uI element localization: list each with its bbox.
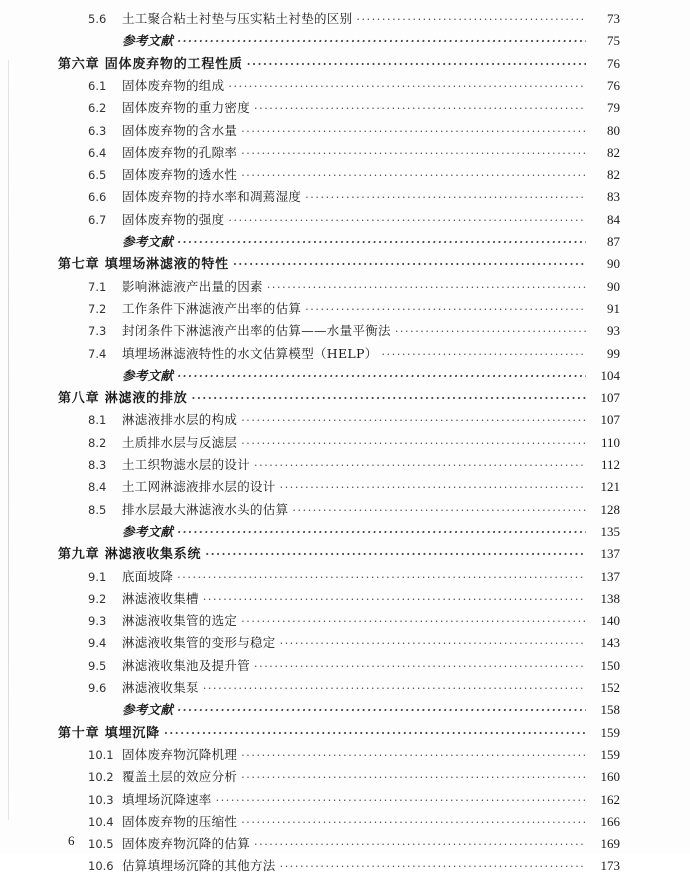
toc-leader-dots: [216, 790, 586, 812]
toc-entry-number: 9.1: [88, 569, 107, 584]
toc-leader-dots: [228, 210, 586, 232]
toc-entry-title: 淋滤液收集槽: [122, 590, 199, 606]
toc-entry-title: 淋滤液排水层的构成: [122, 412, 238, 428]
toc-section-row: [88, 142, 620, 164]
toc-entry-title: 淋滤液收集管的变形与稳定: [122, 635, 276, 651]
toc-leader-dots: [241, 767, 586, 789]
toc-references-row: [88, 521, 620, 543]
toc-entry-page: 91: [607, 300, 620, 316]
toc-section-row: [88, 186, 620, 208]
toc-entry-page: 140: [600, 613, 620, 629]
toc-entry-number: 10.4: [88, 814, 114, 829]
toc-section-row: [88, 8, 620, 30]
toc-entry-page: 169: [600, 836, 620, 852]
toc-section-row: [88, 409, 620, 431]
toc-entry-page: 158: [600, 702, 620, 718]
toc-leader-dots: [280, 856, 586, 878]
toc-section-row: [88, 298, 620, 320]
toc-leader-dots: [177, 567, 586, 589]
toc-leader-dots: [241, 410, 586, 432]
toc-entry-number: 7.1: [88, 279, 107, 294]
toc-references-row: [88, 699, 620, 721]
toc-entry-number: 7.4: [88, 346, 107, 361]
toc-entry-number: 8.4: [88, 480, 107, 495]
toc-entry-number: 10.3: [88, 792, 114, 807]
toc-leader-dots: [177, 31, 586, 53]
toc-entry-title: 估算填埋场沉降的其他方法: [122, 858, 276, 874]
toc-entry-number: 6.2: [88, 101, 107, 116]
toc-entry-page: 90: [607, 256, 620, 272]
toc-entry-page: 162: [600, 791, 620, 807]
toc-entry-title: 第九章 淋滤液收集系统: [58, 547, 202, 563]
toc-leader-dots: [241, 745, 586, 767]
toc-entry-page: 160: [600, 769, 620, 785]
toc-entry-title: 第七章 填埋场淋滤液的特性: [58, 257, 229, 273]
toc-section-row: [88, 164, 620, 186]
toc-leader-dots: [203, 589, 586, 611]
toc-entry-title: 淋滤液收集池及提升管: [122, 657, 251, 673]
toc-entry-number: 6.3: [88, 123, 107, 138]
toc-entry-title: 固体废弃物的重力密度: [122, 100, 251, 116]
toc-entry-page: 150: [600, 657, 620, 673]
toc-section-row: [88, 276, 620, 298]
toc-entry-number: 6.6: [88, 190, 107, 205]
toc-entry-title: 固体废弃物的压缩性: [122, 813, 238, 829]
toc-entry-title: 固体废弃物的组成: [122, 77, 225, 93]
toc-leader-dots: [395, 321, 586, 343]
toc-entry-title: 第十章 填埋沉降: [58, 725, 160, 741]
toc-entry-title: 封闭条件下淋滤液产出率的估算——水量平衡法: [122, 323, 391, 339]
toc-entry-number: 9.6: [88, 681, 107, 695]
toc-entry-title: 固体废弃物沉降机理: [122, 746, 238, 762]
toc-leader-dots: [241, 121, 586, 143]
toc-entry-page: 82: [607, 144, 620, 160]
toc-entry-title: 参考文献: [122, 33, 174, 49]
toc-entry-number: 7.3: [88, 324, 107, 339]
toc-entry-page: 84: [607, 211, 620, 227]
toc-leader-dots: [228, 76, 586, 98]
toc-entry-title: 淋滤液收集泵: [122, 680, 199, 695]
toc-leader-dots: [382, 344, 586, 366]
toc-entry-number: 8.1: [88, 413, 107, 428]
toc-section-row: [88, 588, 620, 610]
toc-references-row: [88, 30, 620, 52]
toc-section-row: [88, 499, 620, 521]
toc-leader-dots: [241, 165, 586, 187]
toc-entry-page: 110: [600, 434, 620, 450]
toc-entry-number: 10.2: [88, 770, 114, 785]
toc-entry-page: 93: [607, 323, 620, 339]
toc-entry-number: 7.2: [88, 301, 107, 316]
toc-leader-dots: [305, 299, 586, 321]
toc-section-row: [88, 320, 620, 342]
toc-entry-title: 第八章 淋滤液的排放: [58, 391, 188, 407]
toc-leader-dots: [241, 433, 586, 455]
toc-leader-dots: [233, 254, 586, 276]
toc-section-row: [88, 677, 620, 699]
toc-entry-number: 9.4: [88, 636, 107, 651]
toc-entry-page: 76: [607, 77, 620, 93]
toc-entry-title: 参考文献: [122, 367, 174, 383]
toc-entry-page: 173: [600, 858, 620, 874]
toc-leader-dots: [205, 544, 586, 566]
toc-leader-dots: [241, 143, 586, 165]
toc-leader-dots: [267, 277, 586, 299]
toc-entry-page: 80: [607, 122, 620, 138]
toc-entry-title: 填埋场沉降速率: [122, 791, 212, 807]
toc-entry-page: 166: [600, 813, 620, 829]
toc-entry-page: 90: [607, 278, 620, 294]
toc-entry-title: 土工织物滤水层的设计: [122, 457, 251, 472]
toc-leader-dots: [254, 455, 586, 477]
toc-entry-title: 工作条件下淋滤液产出率的估算: [122, 300, 302, 316]
toc-leader-dots: [177, 522, 586, 544]
toc-entry-title: 固体废弃物的透水性: [122, 167, 238, 183]
toc-leader-dots: [305, 187, 586, 209]
toc-entry-title: 固体废弃物的持水率和凋蔫湿度: [122, 189, 302, 205]
toc-entry-title: 底面坡降: [122, 568, 174, 584]
toc-entry-page: 137: [600, 568, 620, 584]
toc-entry-page: 121: [600, 479, 620, 495]
toc-leader-dots: [177, 232, 586, 254]
toc-chapter-row: [58, 53, 620, 75]
toc-section-row: [88, 120, 620, 142]
toc-entry-title: 固体废弃物的孔隙率: [122, 144, 238, 160]
toc-section-row: [88, 75, 620, 97]
toc-leader-dots: [247, 54, 586, 76]
toc-entry-number: 9.3: [88, 614, 107, 629]
toc-entry-page: 99: [607, 345, 620, 361]
toc-leader-dots: [280, 633, 586, 655]
toc-chapter-row: [58, 387, 620, 409]
toc-entry-title: 覆盖土层的效应分析: [122, 769, 238, 785]
toc-entry-number: 6.1: [88, 78, 107, 93]
toc-section-row: [88, 833, 620, 855]
toc-entry-page: 104: [600, 367, 620, 383]
toc-section-row: [88, 766, 620, 788]
toc-leader-dots: [292, 500, 586, 522]
toc-entry-number: 5.6: [88, 12, 107, 26]
toc-entry-page: 75: [607, 33, 620, 49]
toc-entry-number: 6.7: [88, 212, 107, 227]
toc-entry-number: 9.2: [88, 591, 107, 606]
toc-leader-dots: [241, 611, 586, 633]
toc-section-row: [88, 209, 620, 231]
toc-entry-page: 152: [600, 680, 620, 695]
toc-entry-title: 参考文献: [122, 702, 174, 718]
scan-edge-line: [8, 60, 9, 820]
toc-references-row: [88, 365, 620, 387]
toc-entry-number: 8.2: [88, 435, 107, 450]
toc-entry-title: 土工网淋滤液排水层的设计: [122, 479, 276, 495]
toc-entry-title: 填埋场淋滤液特性的水文估算模型（HELP）: [122, 345, 378, 361]
toc-leader-dots: [177, 700, 586, 722]
toc-chapter-row: [58, 722, 620, 744]
toc-entry-page: 87: [607, 234, 620, 249]
toc-entry-page: 79: [607, 100, 620, 116]
toc-entry-number: 6.4: [88, 145, 107, 160]
toc-entry-page: 159: [600, 724, 620, 740]
toc-section-row: [88, 811, 620, 833]
toc-entry-page: 135: [600, 523, 620, 539]
toc-entry-page: 159: [600, 746, 620, 762]
toc-entry-number: 10.1: [88, 747, 114, 762]
toc-entry-title: 第六章 固体废弃物的工程性质: [58, 56, 243, 72]
toc-leader-dots: [177, 366, 586, 388]
toc-entry-title: 固体废弃物的强度: [122, 211, 225, 227]
toc-entry-page: 83: [607, 189, 620, 205]
toc-leader-dots: [241, 812, 586, 834]
toc-section-row: [88, 97, 620, 119]
toc-section-row: [88, 855, 620, 877]
toc-references-row: [88, 231, 620, 253]
toc-section-row: [88, 432, 620, 454]
toc-entry-number: 9.5: [88, 658, 107, 673]
toc-section-row: [88, 476, 620, 498]
toc-section-row: [88, 744, 620, 766]
toc-entry-page: 82: [607, 167, 620, 183]
toc-leader-dots: [356, 9, 586, 31]
toc-entry-title: 影响淋滤液产出量的因素: [122, 278, 263, 294]
toc-section-row: [88, 454, 620, 476]
toc-entry-number: 8.5: [88, 502, 107, 517]
toc-entry-page: 112: [600, 457, 620, 472]
toc-entry-page: 107: [600, 390, 620, 406]
toc-leader-dots: [280, 477, 586, 499]
toc-entry-title: 参考文献: [122, 523, 174, 539]
toc-entry-page: 107: [600, 412, 620, 428]
toc-entry-title: 参考文献: [122, 234, 174, 249]
toc-entry-title: 固体废弃物的含水量: [122, 122, 238, 138]
toc-entry-number: 8.3: [88, 458, 107, 472]
toc-leader-dots: [164, 723, 586, 745]
toc-leader-dots: [192, 388, 586, 410]
toc-leader-dots: [203, 678, 586, 700]
toc-section-row: [88, 343, 620, 365]
toc-entry-page: 128: [600, 501, 620, 517]
toc-chapter-row: [58, 543, 620, 565]
page-number: 6: [68, 833, 75, 848]
toc-entry-title: 固体废弃物沉降的估算: [122, 836, 251, 852]
toc-section-row: [88, 789, 620, 811]
toc-section-row: [88, 566, 620, 588]
toc-entry-number: 10.6: [88, 859, 114, 874]
toc-leader-dots: [254, 98, 586, 120]
toc-entry-title: 土工聚合粘土衬垫与压实粘土衬垫的区别: [122, 11, 353, 26]
toc-entry-page: 76: [607, 55, 620, 71]
toc-entry-number: 10.5: [88, 837, 114, 852]
toc-section-row: [88, 632, 620, 654]
toc-entry-page: 137: [600, 546, 620, 562]
toc-entry-page: 138: [600, 590, 620, 606]
toc-chapter-row: [58, 253, 620, 275]
toc-entry-page: 73: [607, 11, 620, 26]
toc-section-row: [88, 610, 620, 632]
toc-leader-dots: [254, 656, 586, 678]
toc-entry-number: 6.5: [88, 168, 107, 183]
toc-entry-page: 143: [600, 635, 620, 651]
toc-entry-title: 淋滤液收集管的选定: [122, 613, 238, 629]
toc-section-row: [88, 655, 620, 677]
toc-entry-title: 排水层最大淋滤液水头的估算: [122, 501, 289, 517]
toc-entry-title: 土质排水层与反滤层: [122, 434, 238, 450]
